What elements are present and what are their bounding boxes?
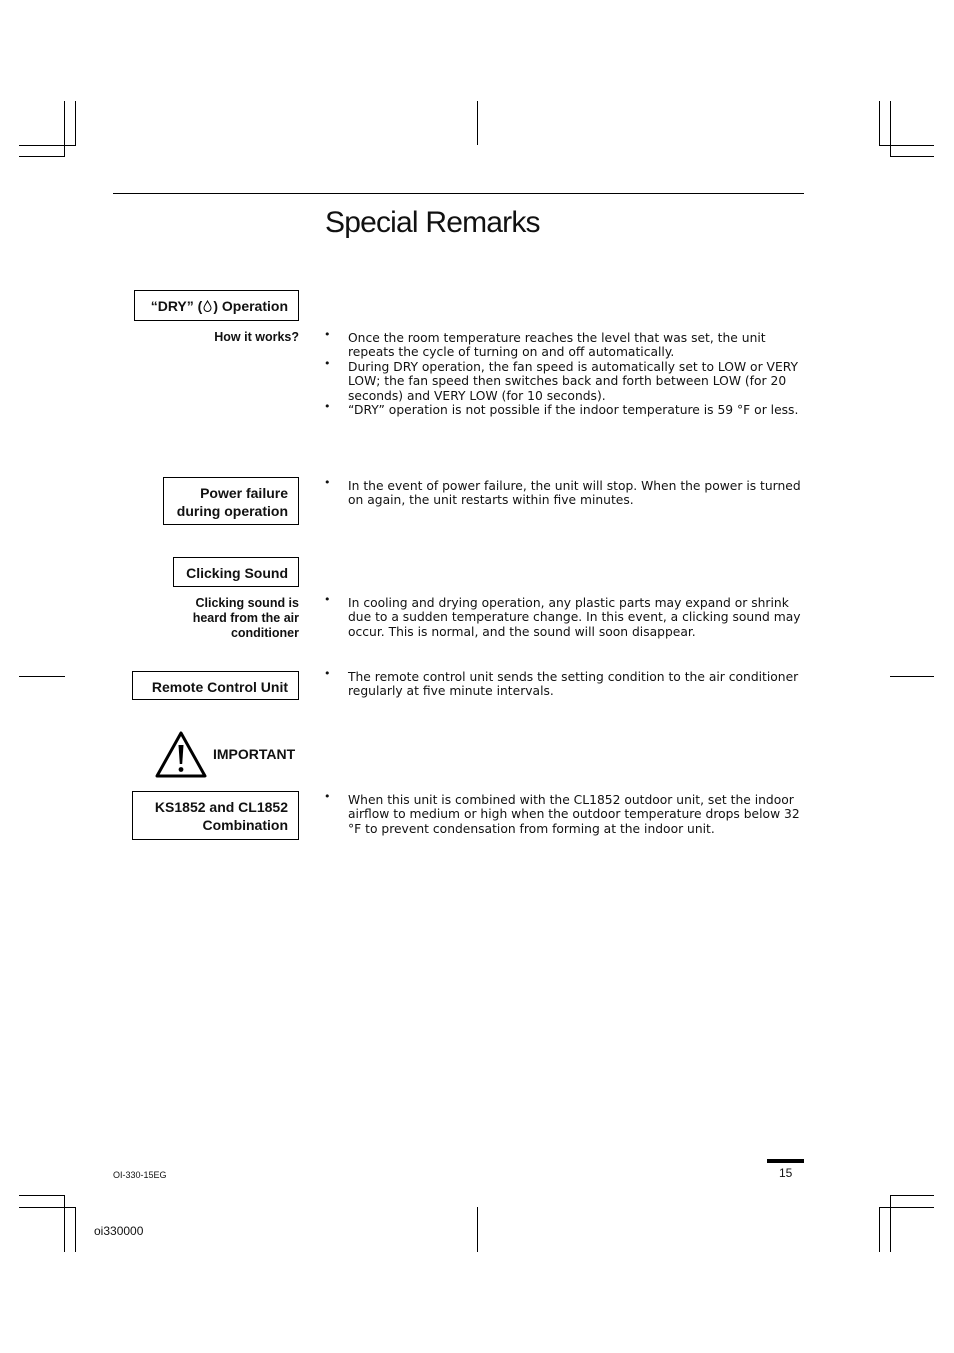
page-title: Special Remarks xyxy=(325,206,540,239)
combination-heading: KS1852 and CL1852 Combination xyxy=(132,791,299,840)
remote-control-heading: Remote Control Unit xyxy=(132,671,299,700)
list-item: • Once the room temperature reaches the level that was set, the unit repeats the cycle of turning on and off automatically. xyxy=(324,328,766,360)
list-item: • When this unit is combined with the CL1852 outdoor unit, set the indoor airflow to medium or high when the outdoor temperature drops below 32 °F to prevent condensation from forming at the indoor unit. xyxy=(324,790,800,836)
dry-operation-heading xyxy=(134,290,299,321)
list-item: • In cooling and drying operation, any plastic parts may expand or shrink due to a sudden temperature change. In this event, a clicking sound may occur. This is normal, and the sound will soon disappear. xyxy=(324,593,801,639)
dry-heading-prefix: “DRY” ( xyxy=(150,298,203,314)
water-drop-icon xyxy=(203,300,212,312)
page-number-bar xyxy=(767,1159,804,1163)
page-number: 15 xyxy=(779,1166,793,1180)
doc-code: OI-330-15EG xyxy=(113,1170,167,1180)
remote-bullets xyxy=(324,667,806,699)
clicking-bullets xyxy=(324,593,806,639)
header-rule xyxy=(113,193,804,194)
power-heading-line1: Power failure xyxy=(200,485,288,501)
combination-bullets xyxy=(324,790,806,836)
warning-triangle-icon xyxy=(154,730,208,779)
list-item: • “DRY” operation is not possible if the indoor temperature is 59 °F or less. xyxy=(324,400,799,418)
list-item: • In the event of power failure, the unit will stop. When the power is turned on again, the unit restarts within five minutes. xyxy=(324,476,801,508)
list-item: • During DRY operation, the fan speed is automatically set to LOW or VERY LOW; the fan speed then switches back and forth between LOW (for 20 seconds) and VERY LOW (for 10 seconds). xyxy=(324,356,798,403)
file-code: oi330000 xyxy=(94,1224,144,1238)
power-heading-line2: during operation xyxy=(176,503,288,519)
clicking-sound-heading: Clicking Sound xyxy=(173,557,299,587)
important-label: IMPORTANT xyxy=(213,746,296,762)
power-failure-heading xyxy=(163,477,299,525)
clicking-sub-label: Clicking sound is heard from the air conditioner xyxy=(192,596,299,640)
power-bullets xyxy=(324,476,806,508)
dry-heading-suffix: ) Operation xyxy=(213,298,288,314)
how-it-works-label: How it works? xyxy=(214,330,299,344)
dry-bullets xyxy=(324,328,806,418)
list-item: • The remote control unit sends the setting condition to the air conditioner regularly at five minute intervals. xyxy=(324,667,799,699)
